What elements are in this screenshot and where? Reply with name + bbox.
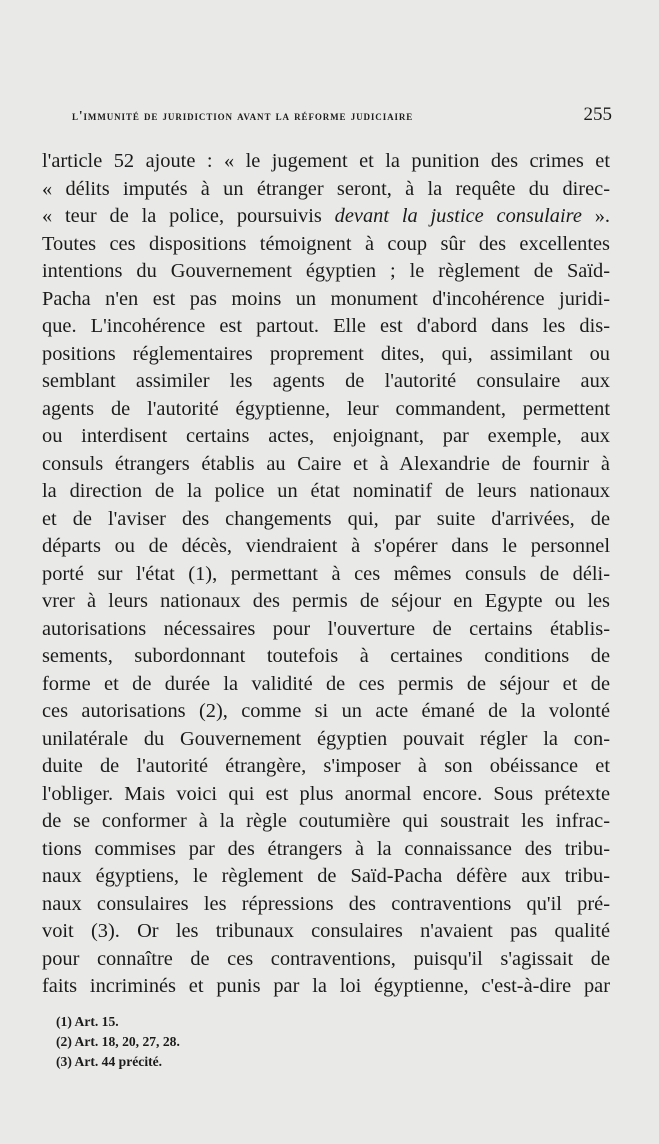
running-title: l'immunité de juridiction avant la réforme judiciaire <box>72 108 414 123</box>
text-line: intentions du Gouvernement égyptien ; le règlement de Saïd- <box>42 260 610 282</box>
text-line-end: ». <box>581 205 610 227</box>
text-line: agents de l'autorité égyptienne, leur commandent, permettent <box>42 397 610 420</box>
text-line: ou interdisent certains actes, enjoignant, par exemple, aux <box>42 425 610 447</box>
text-line: sements, subordonnant toutefois à certaines conditions de <box>42 645 610 667</box>
text-line: naux égyptiens, le règlement de Saïd-Pacha défère aux tribu- <box>42 865 610 887</box>
page-number: 255 <box>583 104 612 125</box>
text-line: faits incriminés et punis par la loi égyptienne, c'est-à-dire par <box>42 975 610 997</box>
text-line: la direction de la police un état nominatif de leurs nationaux <box>42 480 610 502</box>
text-line: naux consulaires les répressions des contraventions qu'il pré- <box>42 892 610 915</box>
running-header <box>72 104 612 126</box>
text-line: l'obliger. Mais voici qui est plus anormal encore. Sous prétexte <box>42 782 610 805</box>
text-line-start: « teur de la police, poursuivis <box>42 205 335 227</box>
footnote: (1) Art. 15. <box>56 1014 119 1029</box>
text-line: l'article 52 ajoute : « le jugement et la punition des crimes et <box>42 150 610 172</box>
text-line: voit (3). Or les tribunaux consulaires n'avaient pas qualité <box>42 920 610 942</box>
text-line: de se conformer à la règle coutumière qui soustrait les infrac- <box>42 810 610 832</box>
footnote: (2) Art. 18, 20, 27, 28. <box>56 1034 180 1049</box>
text-line: « délits imputés à un étranger seront, à la requête du direc- <box>42 177 610 200</box>
text-line: unilatérale du Gouvernement égyptien pouvait régler la con- <box>42 727 610 750</box>
text-line: départs ou de décès, viendraient à s'opérer dans le personnel <box>42 535 610 557</box>
text-line: consuls étrangers établis au Caire et à Alexandrie de fournir à <box>42 452 610 475</box>
text-line: Pacha n'en est pas moins un monument d'incohérence juridi- <box>42 287 610 310</box>
text-line <box>42 203 610 231</box>
text-line: autorisations nécessaires pour l'ouverture de certains établis- <box>42 617 610 640</box>
italic-phrase: devant la justice consulaire <box>334 205 582 227</box>
footnotes <box>56 1012 456 1072</box>
text-line: Toutes ces dispositions témoignent à coup sûr des excellentes <box>42 232 610 255</box>
text-line: que. L'incohérence est partout. Elle est d'abord dans les dis- <box>42 315 610 337</box>
text-line: et de l'aviser des changements qui, par suite d'arrivées, de <box>42 507 610 530</box>
text-line: vrer à leurs nationaux des permis de séjour en Egypte ou les <box>42 590 610 612</box>
text-line: tions commises par des étrangers à la connaissance des tribu- <box>42 837 610 860</box>
text-line: pour connaître de ces contraventions, puisqu'il s'agissait de <box>42 947 610 970</box>
text-line: forme et de durée la validité de ces permis de séjour et de <box>42 672 610 695</box>
text-line: porté sur l'état (1), permettant à ces mêmes consuls de déli- <box>42 562 610 585</box>
text-line: positions réglementaires proprement dites, qui, assimilant ou <box>42 342 610 365</box>
body-text <box>42 148 610 1001</box>
text-line: ces autorisations (2), comme si un acte émané de la volonté <box>42 700 610 722</box>
text-line: semblant assimiler les agents de l'autorité consulaire aux <box>42 370 610 392</box>
footnote: (3) Art. 44 précité. <box>56 1054 163 1069</box>
text-line: duite de l'autorité étrangère, s'imposer à son obéissance et <box>42 755 610 777</box>
